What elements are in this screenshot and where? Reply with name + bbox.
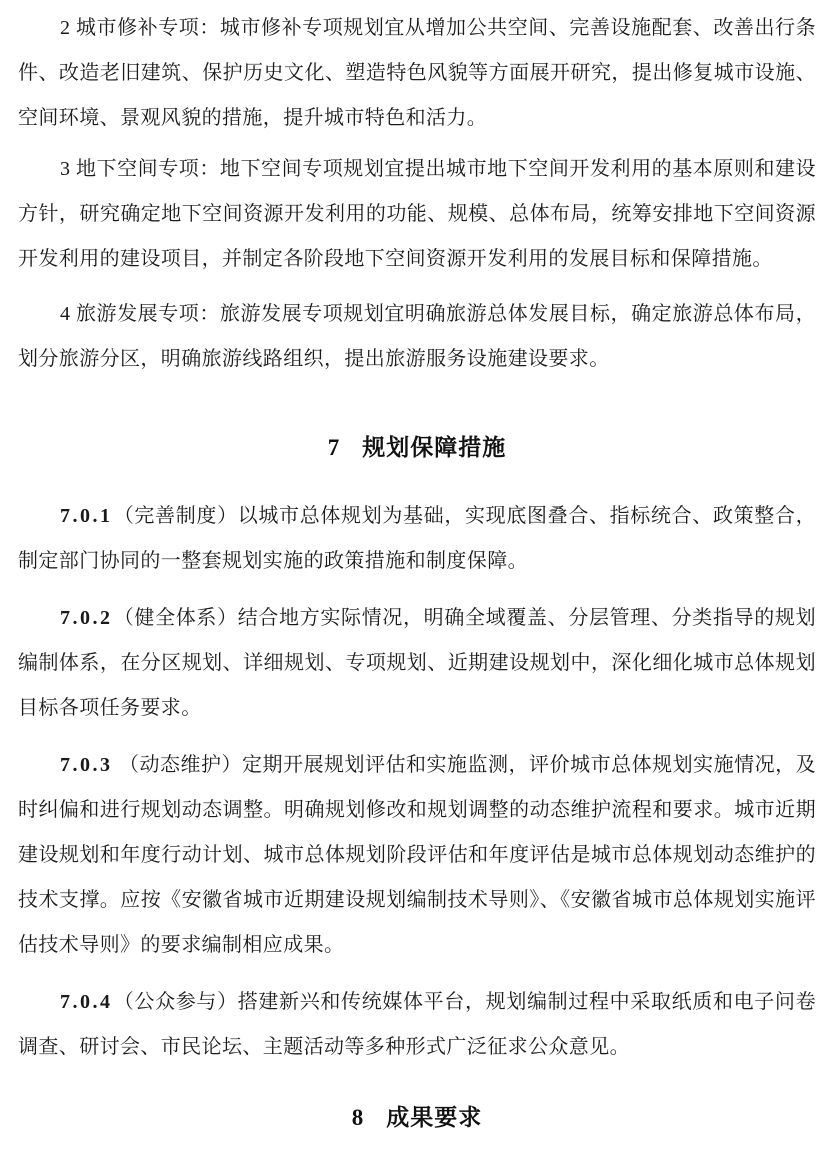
clause-7-0-2	[18, 596, 816, 731]
clause-7-0-3-text: （动态维护）定期开展规划评估和实施监测，评价城市总体规划实施情况，及时纠偏和进行规划动态调整。明确规划修改和规划调整的动态维护流程和要求。城市近期建设规划和年度行动计划、城市总体规划阶段评估和年度评估是城市总体规划动态维护的技术支撑。应按《安徽省城市近期建设规划编制技术导则》、《安徽省城市总体规划实施评估技术导则》的要求编制相应成果。	[18, 754, 816, 956]
chapter-8-title: 成果要求	[386, 1105, 483, 1130]
chapter-8-heading	[18, 1098, 816, 1138]
clause-7-0-4-number: 7.0.4	[60, 991, 113, 1013]
chapter-7-heading	[18, 428, 816, 468]
clause-7-0-3-number: 7.0.3	[60, 754, 113, 776]
clause-7-0-1-text: （完善制度）以城市总体规划为基础，实现底图叠合、指标统合、政策整合，制定部门协同的一整套规划实施的政策措施和制度保障。	[18, 505, 816, 572]
paragraph-city-repair-special: 2 城市修补专项：城市修补专项规划宜从增加公共空间、完善设施配套、改善出行条件、改造老旧建筑、保护历史文化、塑造特色风貌等方面展开研究，提出修复城市设施、空间环境、景观风貌的措施，提升城市特色和活力。	[18, 17, 816, 129]
paragraph-tourism-development-special: 4 旅游发展专项：旅游发展专项规划宜明确旅游总体发展目标，确定旅游总体布局，划分旅游分区，明确旅游线路组织，提出旅游服务设施建设要求。	[18, 303, 816, 370]
paragraph-underground-space-special: 3 地下空间专项：地下空间专项规划宜提出城市地下空间开发利用的基本原则和建设方针，研究确定地下空间资源开发利用的功能、规模、总体布局，统筹安排地下空间资源开发利用的建设项目，并制定各阶段地下空间资源开发利用的发展目标和保障措施。	[18, 158, 816, 270]
clause-7-0-1	[18, 494, 816, 584]
clause-7-0-4-text: （公众参与）搭建新兴和传统媒体平台，规划编制过程中采取纸质和电子问卷调查、研讨会、市民论坛、主题活动等多种形式广泛征求公众意见。	[18, 991, 816, 1058]
clause-7-0-2-number: 7.0.2	[60, 607, 113, 629]
clause-7-0-2-text: （健全体系）结合地方实际情况，明确全域覆盖、分层管理、分类指导的规划编制体系，在分区规划、详细规划、专项规划、近期建设规划中，深化细化城市总体规划目标各项任务要求。	[18, 607, 816, 719]
chapter-7-number: 7	[327, 435, 341, 460]
chapter-8-number: 8	[351, 1105, 365, 1130]
clause-7-0-4	[18, 980, 816, 1070]
chapter-7-title: 规划保障措施	[362, 435, 507, 460]
clause-7-0-1-number: 7.0.1	[60, 505, 113, 527]
clause-7-0-3	[18, 743, 816, 968]
